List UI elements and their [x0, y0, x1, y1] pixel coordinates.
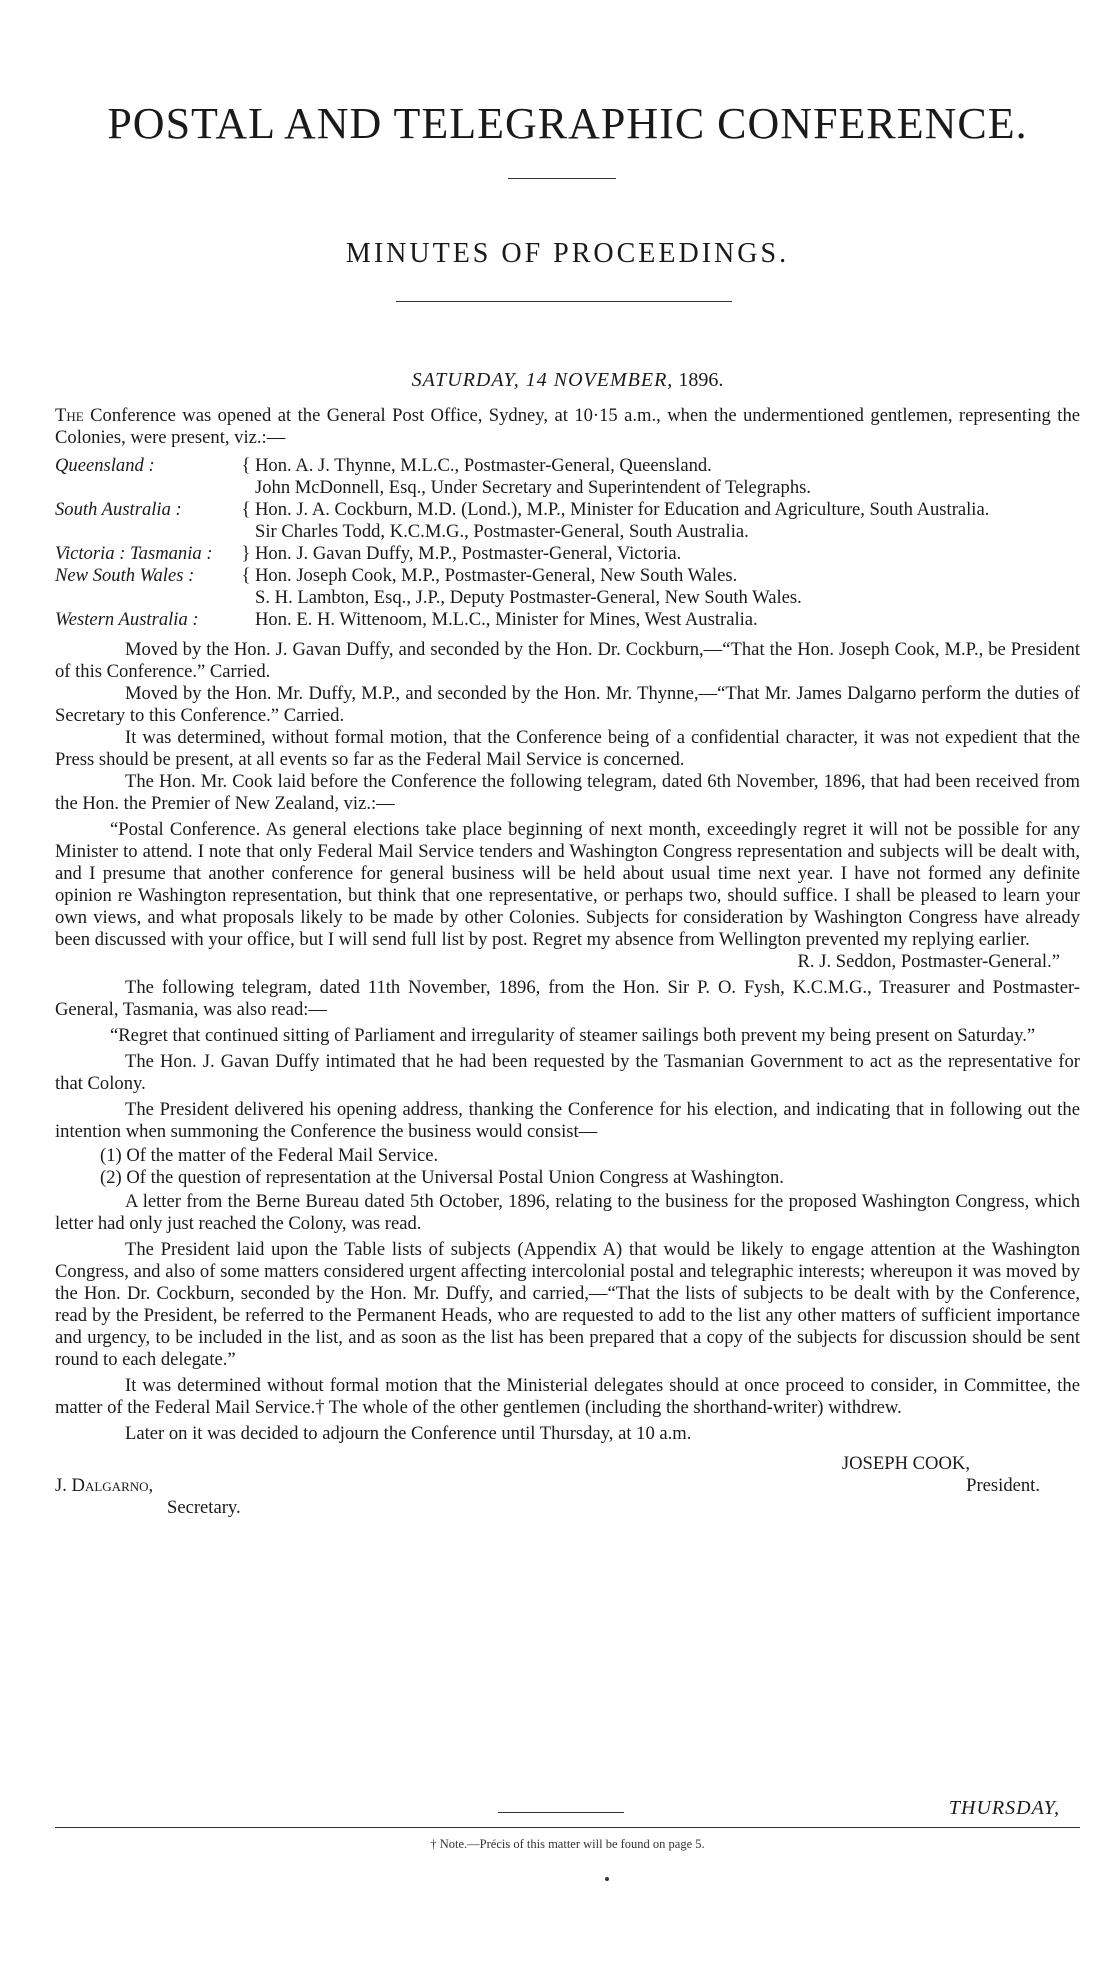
committee-resolution: It was determined without formal motion that the Ministerial delegates should at once proceed to consider, in Committee, the matter of the Federal Mail Service.† The whole of the other gentlemen (including the shorthand-writer) withdrew.: [55, 1375, 1080, 1418]
page-mark: [605, 1877, 609, 1881]
brace-glyph: {: [241, 565, 251, 586]
page-subtitle: MINUTES OF PROCEEDINGS.: [345, 238, 790, 269]
telegram-text-tasmania: “Regret that continued sitting of Parliament and irregularity of steamer sailings both prevent my being present on Saturday.”: [110, 1025, 1036, 1046]
signature-block: [55, 1453, 1080, 1519]
delegate-entry: Hon. J. A. Cockburn, M.D. (Lond.), M.P., Minister for Education and Agriculture, South Australia.: [255, 499, 990, 520]
delegate-list: [255, 565, 1080, 609]
delegate-entry: Hon. J. Gavan Duffy, M.P., Postmaster-General, Victoria.: [255, 543, 682, 564]
motion-president: Moved by the Hon. J. Gavan Duffy, and seconded by the Hon. Dr. Cockburn,—“That the Hon. Joseph Cook, M.P., be President of this Conference.” Carried.: [55, 639, 1080, 682]
brace-glyph: {: [241, 499, 251, 520]
page-title: POSTAL AND TELEGRAPHIC CONFERENCE.: [107, 99, 1028, 148]
next-day-heading: THURSDAY,: [948, 1797, 1060, 1819]
signature-row: [55, 1475, 1080, 1497]
telegram-quote-nz: [55, 819, 1080, 973]
telegram-signature-nz: R. J. Seddon, Postmaster-General.”: [797, 951, 1060, 972]
minutes-body: [55, 405, 1080, 1519]
attendance-row-victoria-tasmania: [55, 543, 1080, 565]
attendance-row-queensland: [55, 455, 1080, 499]
attendance-row-western-australia: [55, 609, 1080, 631]
berne-letter: A letter from the Berne Bureau dated 5th October, 1896, relating to the business for the proposed Washington Congress, which letter had only just reached the Colony, was read.: [55, 1191, 1080, 1234]
secretary-name: J. Dalgarno,: [55, 1475, 154, 1496]
delegate-entry: Sir Charles Todd, K.C.M.G., Postmaster-General, South Australia.: [255, 521, 749, 542]
adjournment: Later on it was decided to adjourn the Conference until Thursday, at 10 a.m.: [125, 1423, 692, 1444]
footnote: † Note.—Précis of this matter will be found on page 5.: [430, 1837, 705, 1851]
telegram-quote-tasmania: [55, 1025, 1080, 1047]
delegate-list: [255, 609, 1080, 631]
telegram-intro-nz: The Hon. Mr. Cook laid before the Conference the following telegram, dated 6th November, 1896, that had been received from the Hon. the Premier of New Zealand, viz.:—: [55, 771, 1080, 814]
subtitle-divider: [396, 301, 732, 302]
delegate-list: [255, 455, 1080, 499]
opening-text: Conference was opened at the General Post Office, Sydney, at 10·15 a.m., when the undermentioned gentlemen, representing the Colonies, were present, viz.:—: [55, 405, 1080, 448]
meeting-date: [55, 369, 1080, 392]
business-list: [100, 1145, 1080, 1189]
meeting-date-year: 1896.: [678, 369, 724, 391]
title-divider: [508, 178, 616, 179]
president-title: President.: [966, 1475, 1040, 1496]
delegate-entry: Hon. Joseph Cook, M.P., Postmaster-General, New South Wales.: [255, 565, 738, 586]
subjects-motion: The President laid upon the Table lists of subjects (Appendix A) that would be likely to engage attention at the Washington Congress, and also of some matters considered urgent affecting intercolonial postal and telegraphic interests; whereupon it was moved by the Hon. Dr. Cockburn, seconded by the Hon. Mr. Duffy, and carried,—“That the lists of subjects to be dealt with by the Conference, read by the President, be referred to the Permanent Heads, who are requested to add to the list any other matters of sufficient importance and urgency, to be included in the list, and as soon as the list has been prepared that a copy of the subjects for discussion should be sent round to each delegate.”: [55, 1239, 1080, 1370]
colony-name: Victoria : Tasmania :: [55, 543, 213, 564]
telegram-intro-tasmania: The following telegram, dated 11th November, 1896, from the Hon. Sir P. O. Fysh, K.C.M.G., Treasurer and Postmaster-General, Tasmania, was also read:—: [55, 977, 1080, 1020]
press-resolution: It was determined, without formal motion, that the Conference being of a confidential character, it was not expedient that the Press should be present, at all events so far as the Federal Mail Service is concerned.: [55, 727, 1080, 770]
delegate-list: [255, 543, 1080, 565]
attendance-list: [55, 455, 1080, 631]
opening-lead: The: [55, 405, 84, 426]
delegate-entry: S. H. Lambton, Esq., J.P., Deputy Postmaster-General, New South Wales.: [255, 587, 802, 608]
delegate-entry: John McDonnell, Esq., Under Secretary and Superintendent of Telegraphs.: [255, 477, 812, 498]
attendance-row-new-south-wales: [55, 565, 1080, 609]
colony-name: South Australia :: [55, 499, 182, 520]
opening-paragraph: [55, 405, 1080, 449]
delegate-list: [255, 499, 1080, 543]
colony-name: New South Wales :: [55, 565, 195, 586]
section-divider: [498, 1812, 624, 1813]
secretary-title: Secretary.: [167, 1497, 241, 1518]
telegram-text-nz: “Postal Conference. As general elections take place beginning of next month, exceedingly regret it will not be possible for any Minister to attend. I note that only Federal Mail Service tenders and Washington Congress representation and subjects will be dealt with, and I presume that another conference for general business will be held about usual time next year. I have not formed any definite opinion re Washington representation, but think that one representative, or perhaps two, should suffice. I shall be pleased to learn your own views, and what proposals likely to be made by other Colonies. Subjects for consideration by Washington Congress have already been discussed with your office, but I will send full list by post. Regret my absence from Wellington prevented my replying earlier.: [55, 819, 1080, 950]
footnote-rule: [55, 1827, 1080, 1828]
colony-name: Western Australia :: [55, 609, 199, 630]
delegate-entry: Hon. E. H. Wittenoom, M.L.C., Minister for Mines, West Australia.: [255, 609, 758, 630]
tasmania-representation: The Hon. J. Gavan Duffy intimated that he had been requested by the Tasmanian Government to act as the representative for that Colony.: [55, 1051, 1080, 1094]
attendance-row-south-australia: [55, 499, 1080, 543]
brace-glyph: {: [241, 455, 251, 476]
delegate-entry: Hon. A. J. Thynne, M.L.C., Postmaster-General, Queensland.: [255, 455, 712, 476]
brace-glyph: }: [241, 543, 251, 564]
meeting-date-day: SATURDAY, 14 NOVEMBER,: [411, 369, 674, 391]
list-item: (1) Of the matter of the Federal Mail Service.: [100, 1145, 439, 1166]
list-item: (2) Of the question of representation at the Universal Postal Union Congress at Washington.: [100, 1167, 784, 1188]
motion-secretary: Moved by the Hon. Mr. Duffy, M.P., and seconded by the Hon. Mr. Thynne,—“That Mr. James Dalgarno perform the duties of Secretary to this Conference.” Carried.: [55, 683, 1080, 726]
colony-name: Queensland :: [55, 455, 155, 476]
opening-address: The President delivered his opening address, thanking the Conference for his election, and indicating that in following out the intention when summoning the Conference the business would consist—: [55, 1099, 1080, 1142]
president-name: JOSEPH COOK,: [841, 1453, 970, 1474]
